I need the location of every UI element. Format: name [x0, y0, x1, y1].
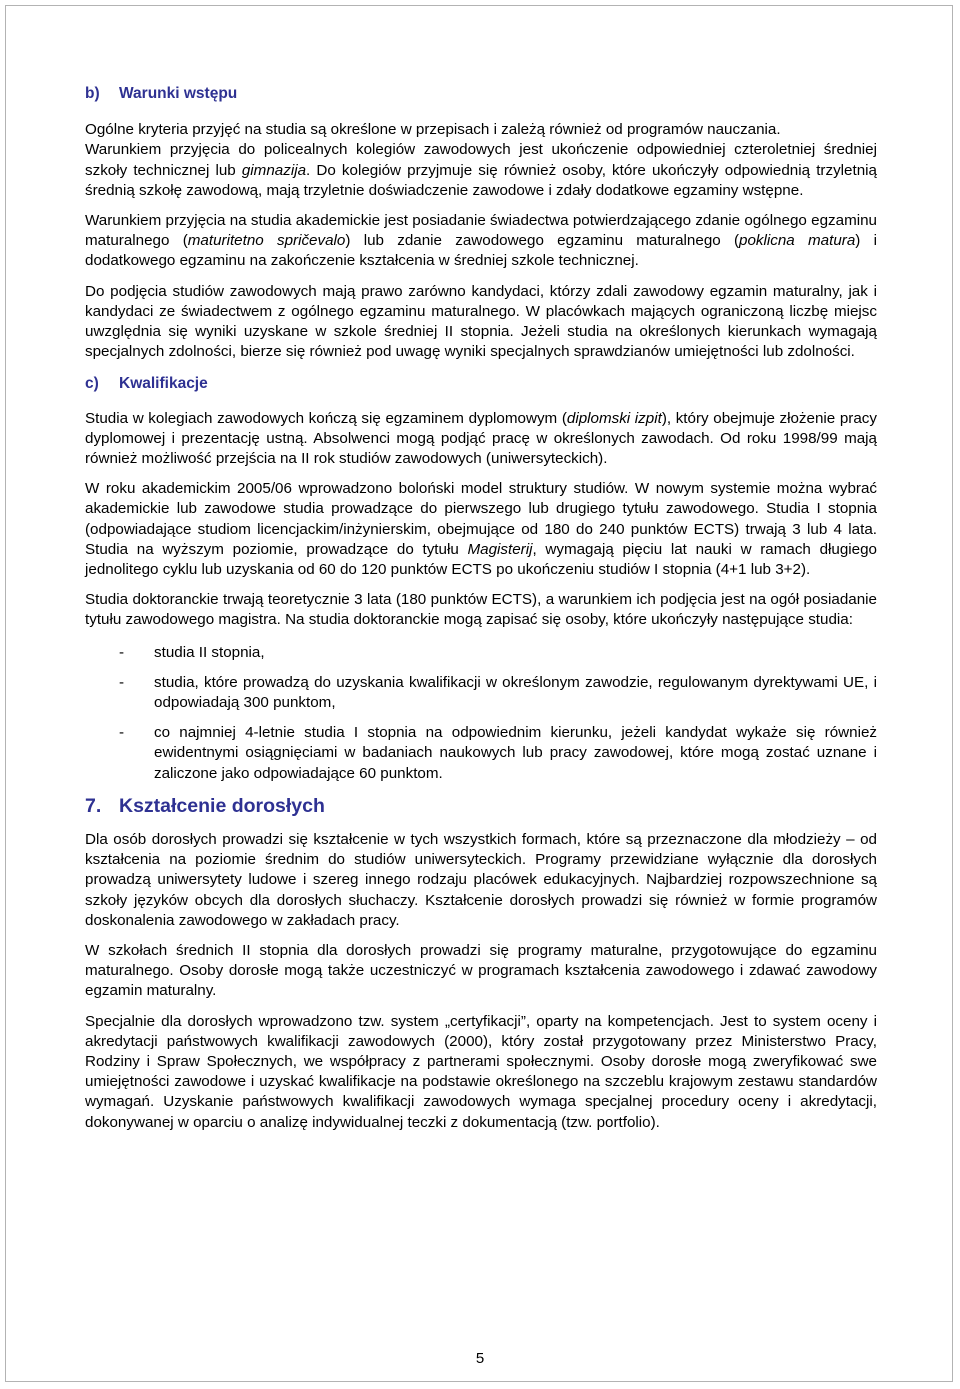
- heading-7-title: Kształcenie dorosłych: [119, 794, 325, 817]
- paragraph-7-2: W szkołach średnich II stopnia dla dorosłych prowadzi się programy maturalne, przygotowujące do egzaminu maturalnego. Osoby dorosłe mogą także uczestniczyć w programach kształcenia zawodowego i zdawać zawodowy egzamin maturalny.: [85, 941, 877, 1000]
- text-run: Studia w kolegiach zawodowych kończą się egzaminem dyplomowym (: [85, 409, 567, 427]
- text-run: ), który obejmuje złożenie pracy dyplomowej i prezentację ustną. Absolwenci mogą podjąć pracę w określonych zawodach. Od roku 1998/99 mają również możliwość przejścia na II rok studiów zawodowych (uniwersyteckich).: [85, 409, 877, 468]
- heading-7-label: 7.: [85, 794, 102, 817]
- italic-term: gimnazija: [241, 161, 307, 179]
- paragraph-7-1: Dla osób dorosłych prowadzi się kształcenie w tych wszystkich formach, które są przeznaczone dla młodzieży – od kształcenia na poziomie średnim do studiów uniwersyteckich. Programy przewidziane wyłącznie dla dorosłych prowadzą uniwersytety ludowe i szereg innego rodzaju placówek edukacyjnych. Najbardziej rozpowszechnione są szkoły języków obcych dla dorosłych słuchaczy. Kształcenie dorosłych prowadzi się również w formie programów doskonalenia zawodowego w zakładach pracy.: [85, 830, 877, 929]
- text-run: ) lub zdanie zawodowego egzaminu maturalnego (: [345, 232, 740, 250]
- text-run: Warunkiem przyjęcia na studia akademickie jest posiadanie świadectwa potwierdzającego zdanie ogólnego egzaminu maturalnego (: [85, 212, 877, 250]
- list-dash: -: [119, 673, 125, 691]
- list-item-text: co najmniej 4-letnie studia I stopnia na odpowiednim kierunku, jeżeli kandydat wykaże się również ewidentnymi osiągnięciami w badaniach naukowych lub pracy zawodowej, które mogą zostać uznane i zaliczone jako odpowiadające 60 punktom.: [154, 724, 877, 782]
- text-run: , wymagają pięciu lat nauki w ramach długiego jednolitego cyklu lub uzyskania od 60 do 120 punktów ECTS po ukończeniu studiów I stopnia (4+1 lub 3+2).: [85, 540, 877, 579]
- heading-b-label: b): [85, 85, 100, 102]
- list-dash: -: [119, 643, 125, 661]
- paragraph-c1: [85, 409, 877, 470]
- heading-7: [85, 794, 877, 818]
- text-run: . Do kolegiów przyjmuje się również osoby, które ukończyły odpowiednią trzyletnią średnią szkołę zawodową, mają trzyletnie doświadczenie zawodowe i zdały dodatkowe egzaminy wstępne.: [85, 161, 877, 199]
- paragraph-b2: [85, 140, 877, 201]
- heading-b-title: Warunki wstępu: [119, 85, 238, 102]
- list-item: [85, 673, 877, 713]
- requirements-list: [85, 643, 877, 784]
- text-run: W roku akademickim 2005/06 wprowadzono boloński model struktury studiów. W nowym systemie można wybrać akademickie lub zawodowe studia prowadzące do pierwszego lub drugiego tytułu zawodowego. Studia I stopnia (odpowiadające studiom licencjackim/inżynierskim, obejmujące od 180 do 240 punktów ECTS) trwają 3 lub 4 lata. Studia na wyższym poziomie, prowadzące do tytułu: [85, 480, 877, 558]
- list-item: [85, 723, 877, 784]
- list-item: [85, 643, 877, 663]
- paragraph-c2: [85, 479, 877, 580]
- text-run: ) i dodatkowego egzaminu na zakończenie kształcenia w średniej szkole technicznej.: [85, 232, 877, 270]
- document-body: [85, 84, 877, 1133]
- page-number: 5: [475, 1350, 485, 1367]
- list-item-text: studia, które prowadzą do uzyskania kwalifikacji w określonym zawodzie, regulowanym dyrektywami UE, i odpowiadają 300 punktom,: [154, 673, 877, 712]
- paragraph-b1: Ogólne kryteria przyjęć na studia są określone w przepisach i zależą również od programów nauczania.: [85, 121, 781, 139]
- italic-term: diplomski izpit: [566, 409, 662, 427]
- italic-term: Magisterij: [467, 540, 533, 558]
- paragraph-b3: [85, 211, 877, 272]
- list-item-text: studia II stopnia,: [154, 643, 265, 661]
- italic-term: poklicna matura: [739, 232, 856, 250]
- heading-b: [85, 84, 877, 104]
- paragraph-c3: Studia doktoranckie trwają teoretycznie 3 lata (180 punktów ECTS), a warunkiem ich podjęcia jest na ogół posiadanie tytułu zawodowego magistra. Na studia doktoranckie mogą zapisać się osoby, które ukończyły następujące studia:: [85, 591, 877, 629]
- text-run: Warunkiem przyjęcia do policealnych kolegiów zawodowych jest ukończenie odpowiedniej czteroletniej średniej szkoły technicznej lub: [85, 141, 877, 179]
- heading-c-title: Kwalifikacje: [119, 375, 208, 393]
- paragraph-7-3: Specjalnie dla dorosłych wprowadzono tzw. system „certyfikacji”, oparty na kompetencjach. Jest to system oceny i akredytacji państwowych kwalifikacji zawodowych (2000), który został przygotowany przez Ministerstwo Pracy, Rodziny i Spraw Społecznych, we współpracy z partnerami społecznymi. Osoby dorosłe mogą zweryfikować swe umiejętności zawodowe i uzyskać kwalifikacje na podstawie określonego na szczeblu krajowym zestawu standardów wymagań. Uzyskanie państwowych kwalifikacji zawodowych wymaga specjalnej procedury oceny i akredytacji, dokonywanej w oparciu o analizę indywidualnej teczki z dokumentacją (tzw. portfolio).: [85, 1012, 877, 1131]
- paragraph-b4: Do podjęcia studiów zawodowych mają prawo zarówno kandydaci, którzy zdali zawodowy egzamin maturalny, jak i kandydaci ze świadectwem z ogólnego egzaminu maturalnego. W placówkach mających ograniczoną liczbę miejsc uwzględnia się wyniki uzyskane w szkole średniej II stopnia. Jeżeli studia na określonych kierunkach wymagają specjalnych zdolności, bierze się również pod uwagę wyniki specjalnych sprawdzianów umiejętności lub zdolności.: [85, 282, 877, 361]
- italic-term: maturitetno spričevalo: [187, 232, 346, 250]
- list-dash: -: [119, 724, 125, 742]
- heading-c: [85, 374, 877, 394]
- heading-c-label: c): [85, 375, 99, 393]
